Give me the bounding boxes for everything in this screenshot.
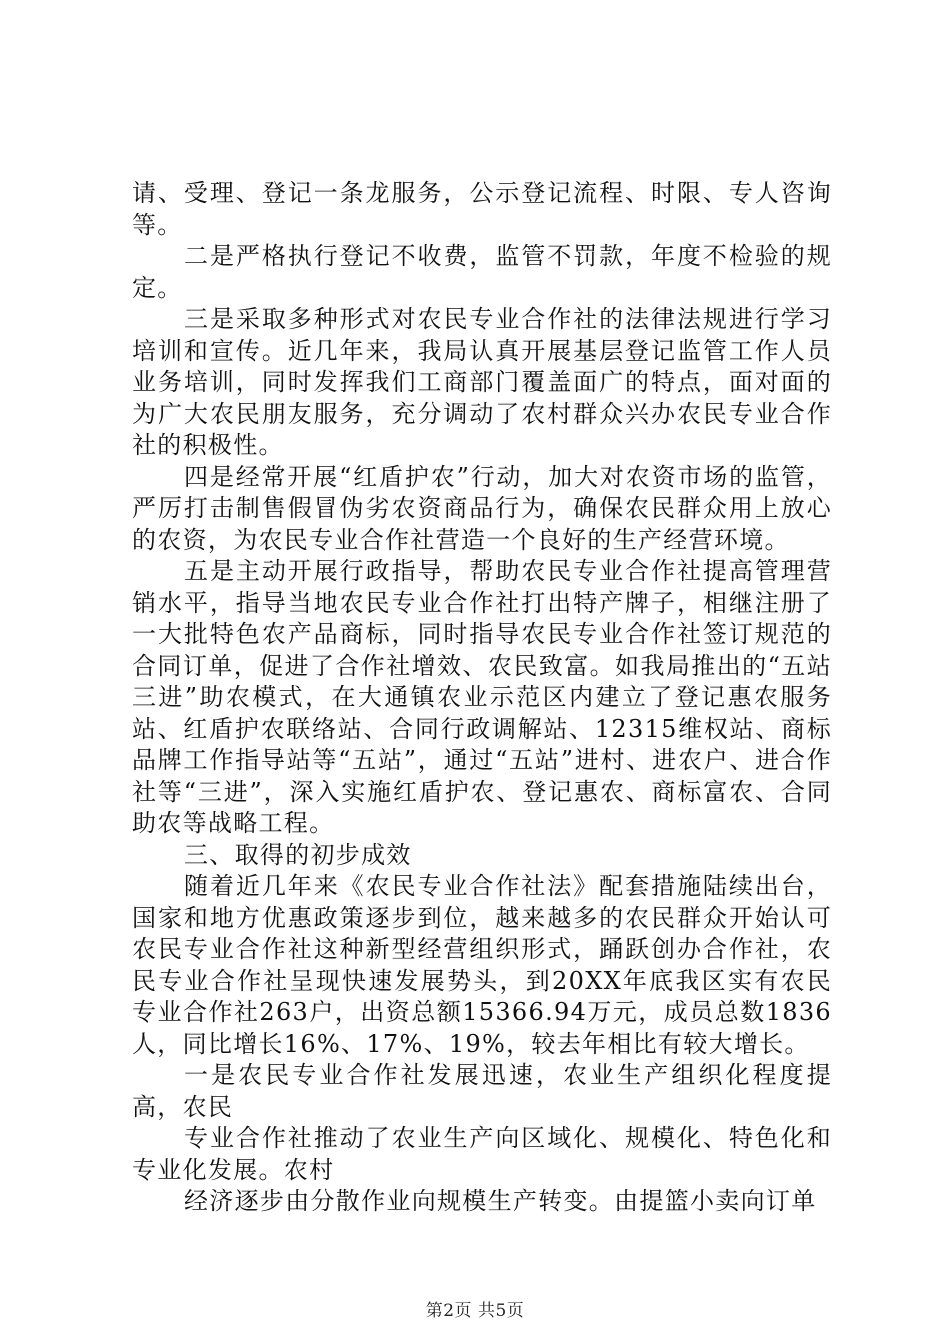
document-body: [132, 178, 832, 1218]
paragraph-1: 请、受理、登记一条龙服务，公示登记流程、时限、专人咨询等。: [132, 179, 832, 239]
paragraph-6: 随着近几年来《农民专业合作社法》配套措施陆续出台，国家和地方优惠政策逐步到位，越来越多的农民群众开始认可农民专业合作社这种新型经营组织形式，踊跃创办合作社，农民专业合作社呈现快速发展势头，到20XX年底我区实有农民专业合作社263户，出资总额15366.94万元，成员总数1836人，同比增长16%、17%、19%，较去年相比有较大增长。: [132, 872, 832, 1058]
section-heading: 三、取得的初步成效: [184, 840, 412, 869]
paragraph-2: 二是严格执行登记不收费，监管不罚款，年度不检验的规定。: [132, 242, 832, 302]
paragraph-7: 一是农民专业合作社发展迅速，农业生产组织化程度提高，农民: [132, 1061, 832, 1121]
page-number-footer: 第2页 共5页: [425, 1301, 525, 1321]
paragraph-3: 三是采取多种形式对农民专业合作社的法律法规进行学习培训和宣传。近几年来，我局认真开展基层登记监管工作人员业务培训，同时发挥我们工商部门覆盖面广的特点，面对面的为广大农民朋友服务，充分调动了农村群众兴办农民专业合作社的积极性。: [132, 305, 832, 459]
paragraph-8: 专业合作社推动了农业生产向区域化、规模化、特色化和专业化发展。农村: [132, 1124, 832, 1184]
paragraph-5: 五是主动开展行政指导，帮助农民专业合作社提高管理营销水平，指导当地农民专业合作社打出特产牌子，相继注册了一大批特色农产品商标，同时指导农民专业合作社签订规范的合同订单，促进了合作社增效、农民致富。如我局推出的“五站三进”助农模式，在大通镇农业示范区内建立了登记惠农服务站、红盾护农联络站、合同行政调解站、12315维权站、商标品牌工作指导站等“五站”，通过“五站”进村、进农户、进合作社等“三进”，深入实施红盾护农、登记惠农、商标富农、合同助农等战略工程。: [132, 557, 832, 837]
paragraph-9: 经济逐步由分散作业向规模生产转变。由提篮小卖向订单: [184, 1187, 817, 1215]
paragraph-4: 四是经常开展“红盾护农”行动，加大对农资市场的监管，严厉打击制售假冒伪劣农资商品行为，确保农民群众用上放心的农资，为农民专业合作社营造一个良好的生产经营环境。: [132, 462, 832, 554]
